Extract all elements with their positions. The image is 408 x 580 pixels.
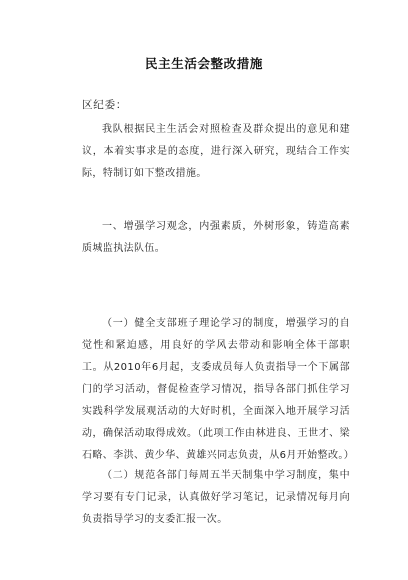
paragraph-item-1: （一）健全支部班子理论学习的制度，增强学习的自觉性和紧迫感，用良好的学风去带动和影响全体干部职工。从2010年6月起，支委成员每人负责指导一个下属部门的学习活动，督促检查学习情况，指导各部门抓住学习实践科学发展观活动的大好时机，全面深入地开展学习活动，确保活动取得成效。（此项工作由林进良、王世才、梁石略、李洪、黄少华、黄雄兴同志负责，从6月开始整改。） — [82, 318, 355, 461]
paragraph-item-2: （二）规范各部门每周五半天制集中学习制度，集中学习要有专门记录，认真做好学习笔记，记录情况每月向负责指导学习的支委汇报一次。 — [82, 470, 350, 525]
paragraph-section-1: 一、增强学习观念，内强素质，外树形象，铸造高素质城监执法队伍。 — [82, 221, 350, 254]
document-title: 民主生活会整改措施 — [145, 56, 263, 71]
salutation: 区纪委： — [82, 99, 128, 111]
paragraph-intro: 我队根据民主生活会对照检查及群众提出的意见和建议，本着实事求是的态度，进行深入研究，现结合工作实际，特制订如下整改措施。 — [82, 124, 350, 179]
